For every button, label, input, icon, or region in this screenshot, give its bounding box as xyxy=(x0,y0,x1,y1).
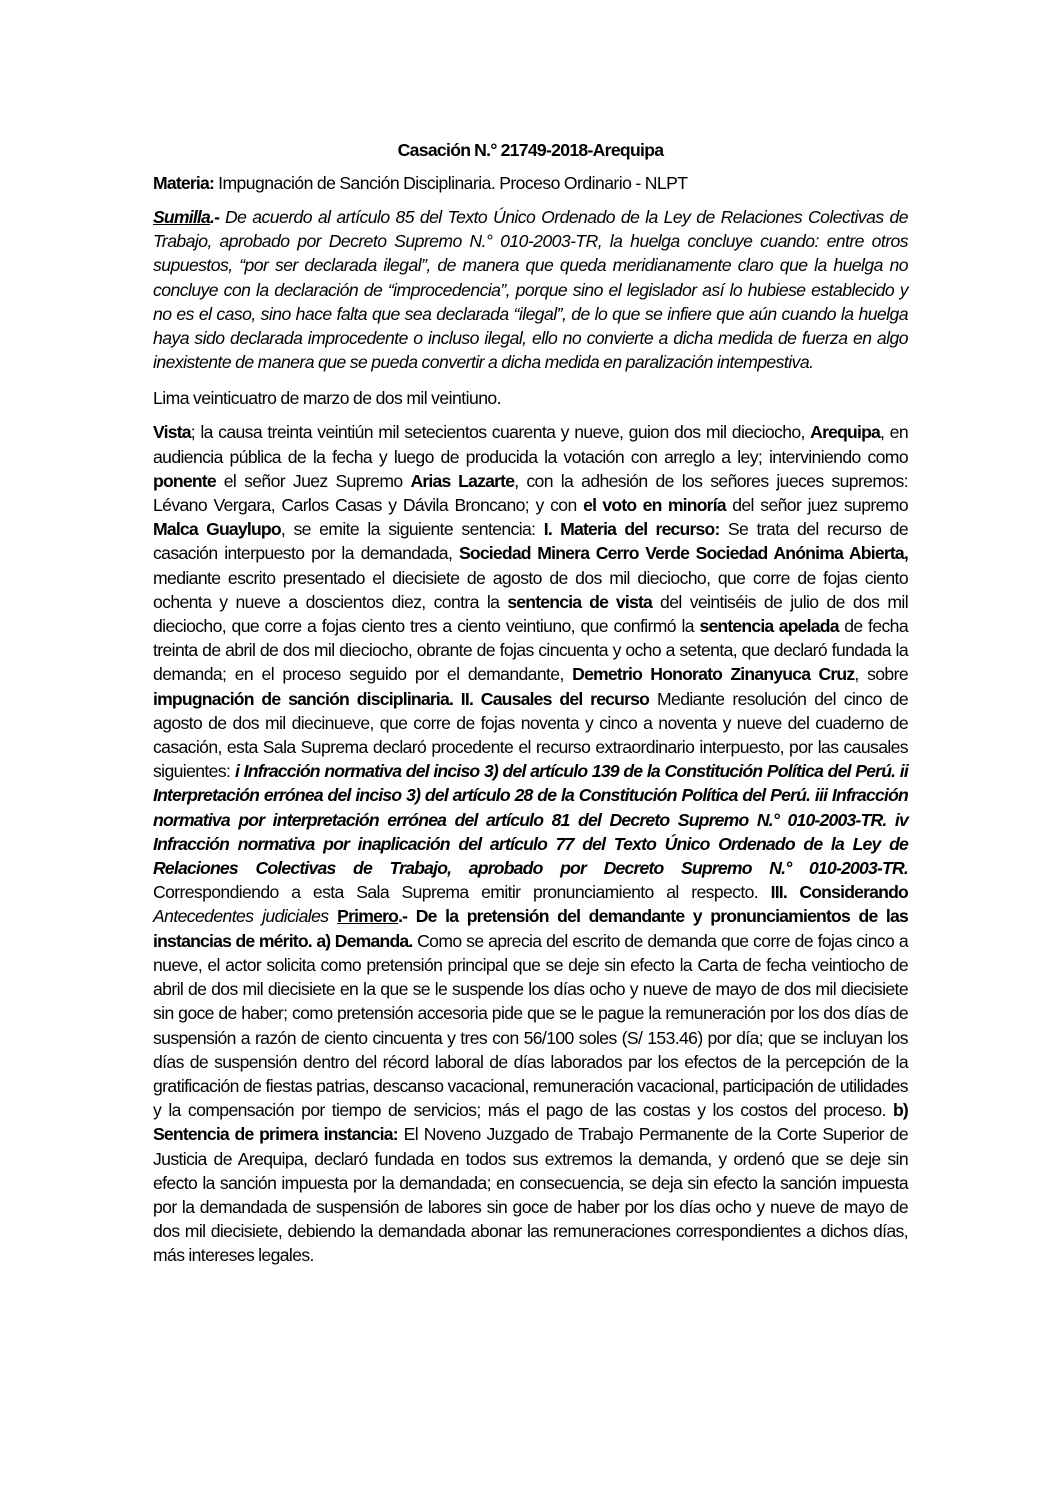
body-text: de fecha treinta de abril de dos mil dieciocho, obrante de fojas cincuenta y ocho a setenta, que declaró fundada la demanda; en el proceso seguido por el demandante, xyxy=(153,616,908,685)
document-page xyxy=(153,138,908,1278)
body-bold-voto-minoria: el voto en minoría xyxy=(583,495,726,516)
body-bold-sentencia-vista: sentencia de vista xyxy=(507,591,653,612)
body-bold-arequipa: Arequipa xyxy=(810,422,881,443)
body-text: Mediante resolución del cinco de agosto de dos mil diecinueve, que corre de fojas noventa y cinco a noventa y nueve del cuaderno de casación, esta Sala Suprema declaró procedente el recurso extraordinario interpuesto, por las causales siguientes: xyxy=(153,688,909,782)
body-text: el señor Juez Supremo xyxy=(215,470,411,491)
sumilla-paragraph xyxy=(153,205,908,374)
body-text: El Noveno Juzgado de Trabajo Permanente de la Corte Superior de Justicia de Arequipa, declaró fundada en todos sus extremos la demanda, y ordenó que se deje sin efecto la sanción impuesta por la demandada; en consecuencia, se deja sin efecto la sanción impuesta por la demandada de suspensión de labores sin goce de haber por los días ocho y nueve de mayo de dos mil diecisiete, debiendo la demandada abonar las remuneraciones correspondientes a dichos días, más intereses legales. xyxy=(153,1124,908,1266)
body-paragraph xyxy=(153,420,908,1267)
body-bold-judge-name: Arias Lazarte xyxy=(410,470,515,491)
materia-label: Materia: xyxy=(153,173,215,193)
section-heading-materia-recurso: I. Materia del recurso: xyxy=(543,519,720,540)
body-text: Como se aprecia del escrito de demanda que corre de fojas cinco a nueve, el actor solicita como pretensión principal que se deje sin efecto la Carta de fecha veintiocho de abril de dos mil diecisiete en la que se le suspende los días ocho y nueve de mayo de dos mil diecisiete sin goce de haber; como pretensión accesoria pide que se le pague la remuneración por los dos días de suspensión a razón de ciento cincuenta y tres con 56/100 soles (S/ 153.46) por día; que se incluyan los días de suspensión dentro del récord laboral de días laborados par los efectos de la percepción de la gratificación de fiestas patrias, descanso vacacional, remuneración vacacional, participación de utilidades y la compensación por tiempo de servicios; más el pago de las costas y los costos del proceso. xyxy=(153,930,908,1121)
materia-line xyxy=(153,171,908,195)
body-text: Se trata del recurso de casación interpuesto por la demandada, xyxy=(153,519,908,564)
body-text: , con la adhesión de los señores jueces supremos: Lévano Vergara, Carlos Casas y Dávila Broncano; y con xyxy=(153,470,908,516)
sumilla-label: Sumilla xyxy=(153,207,210,227)
materia-text: Impugnación de Sanción Disciplinaria. Proceso Ordinario - NLPT xyxy=(214,173,688,193)
body-bold-ponente: ponente xyxy=(153,470,216,491)
body-bold-italic-causales-list: i Infracción normativa del inciso 3) del artículo 139 de la Constitución Política del Perú. ii Interpretación errónea del inciso 3) del artículo 28 de la Constitución Política del Perú. iii Infracción normativa por interpretación errónea del artículo 81 del Decreto Supremo N.° 010-2003-TR. iv Infracción normativa por inaplicación del artículo 77 del Texto Único Ordenado de la Ley de Relaciones Colectivas de Trabajo, aprobado por Decreto Supremo N.° 010-2003-TR. xyxy=(153,761,908,879)
body-text: mediante escrito presentado el diecisiete de agosto de dos mil dieciocho, que corre de fojas ciento ochenta y nueve a doscientos diez, contra la xyxy=(153,567,908,612)
body-text: del veintiséis de julio de dos mil dieciocho, que corre a fojas ciento tres a ciento veintiuno, que confirmó la xyxy=(153,591,908,637)
body-bold-plaintiff: Demetrio Honorato Zinanyuca Cruz xyxy=(572,664,855,685)
body-text xyxy=(328,906,337,926)
date-line: Lima veinticuatro de marzo de dos mil veintiuno. xyxy=(153,388,501,409)
section-heading-causales: impugnación de sanción disciplinaria. II. Causales del recurso xyxy=(153,688,650,709)
body-text: , se emite la siguiente sentencia: xyxy=(280,519,544,540)
body-text: , sobre xyxy=(854,664,908,685)
section-heading-considerando: III. Considerando xyxy=(770,882,909,903)
body-italic-antecedentes: Antecedentes judiciales xyxy=(153,906,329,927)
section-heading-primera-instancia: b) Sentencia de primera instancia: xyxy=(153,1100,908,1145)
body-text: ; la causa treinta veintiún mil setecientos cuarenta y nueve, guion dos mil dieciocho, xyxy=(190,422,811,443)
body-bold-sentencia-apelada: sentencia apelada xyxy=(699,616,839,637)
case-title: Casación N.° 21749-2018-Arequipa xyxy=(397,140,664,160)
body-bold-judge-minority: Malca Guaylupo xyxy=(153,519,281,540)
body-text: del señor juez supremo xyxy=(725,495,908,516)
section-heading-primero: Primero xyxy=(337,906,399,927)
body-text: , en audiencia pública de la fecha y luego de producida la votación con arreglo a ley; interviniendo como xyxy=(153,422,908,467)
body-bold-vista: Vista xyxy=(153,422,191,443)
sumilla-separator: .- xyxy=(209,207,220,227)
section-heading-pretension: .- De la pretensión del demandante y pronunciamientos de las instancias de mérito. a) Demanda. xyxy=(153,906,908,951)
body-bold-company: Sociedad Minera Cerro Verde Sociedad Anónima Abierta, xyxy=(458,543,909,564)
sumilla-text: De acuerdo al artículo 85 del Texto Único Ordenado de la Ley de Relaciones Colectivas de Trabajo, aprobado por Decreto Supremo N.° 010-2003-TR, la huelga concluye cuando: entre otros supuestos, “por ser declarada ilegal”, de manera que queda meridianamente claro que la huelga no concluye con la declaración de “improcedencia”, porque sino el legislador así lo hubiese establecido y no es el caso, sino hace falta que sea declarada “ilegal”, de lo que se infiere que aún cuando la huelga haya sido declarada improcedente o incluso ilegal, ello no convierte a dicha medida de fuerza en algo inexistente de manera que se pueda convertir a dicha medida en paralización intempestiva. xyxy=(153,207,908,373)
body-text: Correspondiendo a esta Sala Suprema emitir pronunciamiento al respecto. xyxy=(153,882,771,903)
